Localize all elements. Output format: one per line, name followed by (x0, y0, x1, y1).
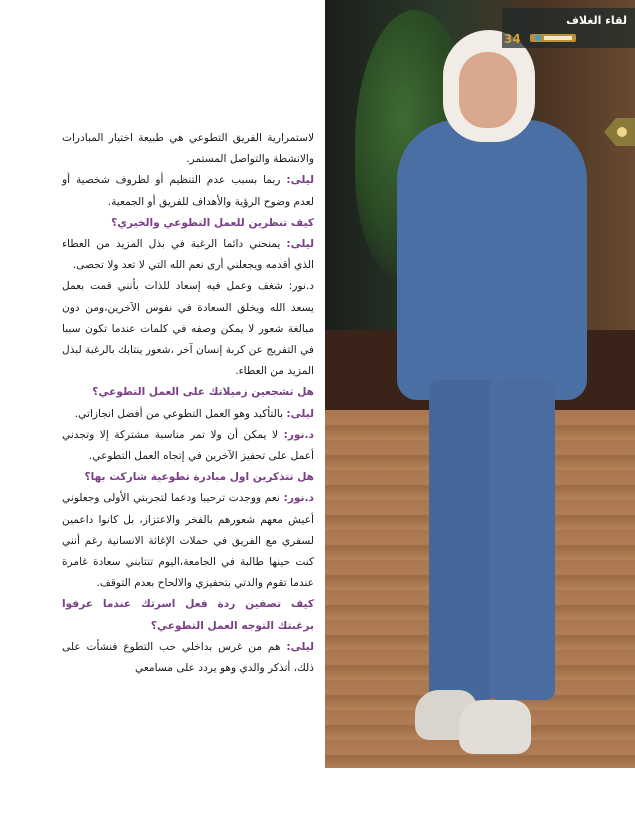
paragraph-text: يمنحني دائما الرغبة في بذل المزيد من العطاء الذي أقدمه ويجعلني أرى نعم الله التي لا تعد ولا تحصى. (62, 238, 314, 272)
page-bottom-margin (0, 768, 635, 827)
paragraph (62, 425, 314, 467)
speaker-name: د.نور: (283, 428, 314, 441)
side-badge-icon (604, 118, 635, 146)
speaker-name: ليلى: (286, 174, 314, 187)
paragraph (62, 128, 314, 170)
section-header-tag (502, 8, 635, 48)
person-shoe-right (459, 700, 531, 754)
paragraph-text: لاستمرارية الفريق التطوعي هي طبيعة اختيار المبادرات والانشطة والتواصل المستمر. (62, 132, 314, 166)
paragraph (62, 234, 314, 276)
interview-question: كيف تصفين ردة فعل اسرتك عندما عرفوا برغبتك التوجه العمل التطوعي؟ (62, 598, 314, 632)
paragraph (62, 276, 314, 382)
cover-photo (325, 0, 635, 768)
paragraph (62, 637, 314, 679)
speaker-name: ليلى: (286, 238, 314, 251)
speaker-name: د.نور: (283, 492, 314, 505)
paragraph-text: هم من غرس بداخلي حب التطوع فنشأت على ذلك، أتذكر والدي وهو يردد على مسامعي (62, 640, 314, 675)
person-denim-jacket (397, 120, 587, 400)
speaker-name: ليلى: (286, 640, 314, 653)
person-face (459, 52, 517, 128)
person-pants-right (489, 380, 555, 700)
article-text (62, 128, 314, 679)
interview-question: هل تتذكرين اول مبادرة تطوعية شاركت بها؟ (84, 471, 314, 484)
interview-question: كيف تنظرين للعمل التطوعي والخيري؟ (111, 216, 314, 229)
person-pants-left (429, 380, 495, 700)
paragraph (62, 404, 314, 425)
paragraph-text: نعم ووجدت ترحيبا ودعما لتجربتي الأولى وجعلوني أعيش معهم شعورهم بالفخر والاعتزاز، بل كانوا داعمين لسفري مع الفريق في حملات الإغاثة الانسانية رغم أنني كنت حينها طالبة في الجامعة،اليوم تنتابني سعادة غامرة عندما تقوم والدتي بتحفيزي والالحاح بعدم التوقف. (62, 492, 314, 590)
section-title: لقاء الغلاف (566, 14, 627, 27)
paragraph-text: بالتأكيد وهو العمل التطوعي من أفضل انجازاتي. (74, 407, 287, 420)
interview-question: هل تشجعين زميلاتك على العمل التطوعي؟ (92, 386, 314, 399)
magazine-logo-icon (530, 32, 576, 44)
paragraph-text: ربما بسبب عدم التنظيم أو لظروف شخصية أو لعدم وضوح الرؤية والأهداف للفريق أو الجمعية. (62, 174, 314, 208)
paragraph-text: لا يمكن أن ولا تمر مناسبة مشتركة إلا وتجدني أعمل على تحفيز الآخرين في إتجاه العمل التطوعي. (62, 428, 314, 463)
paragraph (62, 488, 314, 594)
paragraph (62, 170, 314, 212)
paragraph-text: د.نور: شغف وعمل فيه إسعاد للذات بأنني قمت بعمل يسعد الله ويخلق السعادة في نفوس الآخرين،ومن دون مبالغة شعور لا يمكن وصفه في كلمات عندما تكون سببا في التفريج عن كربة إنسان آخر ،شعور ينتابك بالرغبة لبذل المزيد من العطاء. (62, 280, 314, 378)
page-number: 34 (504, 32, 521, 46)
speaker-name: ليلى: (286, 407, 314, 420)
